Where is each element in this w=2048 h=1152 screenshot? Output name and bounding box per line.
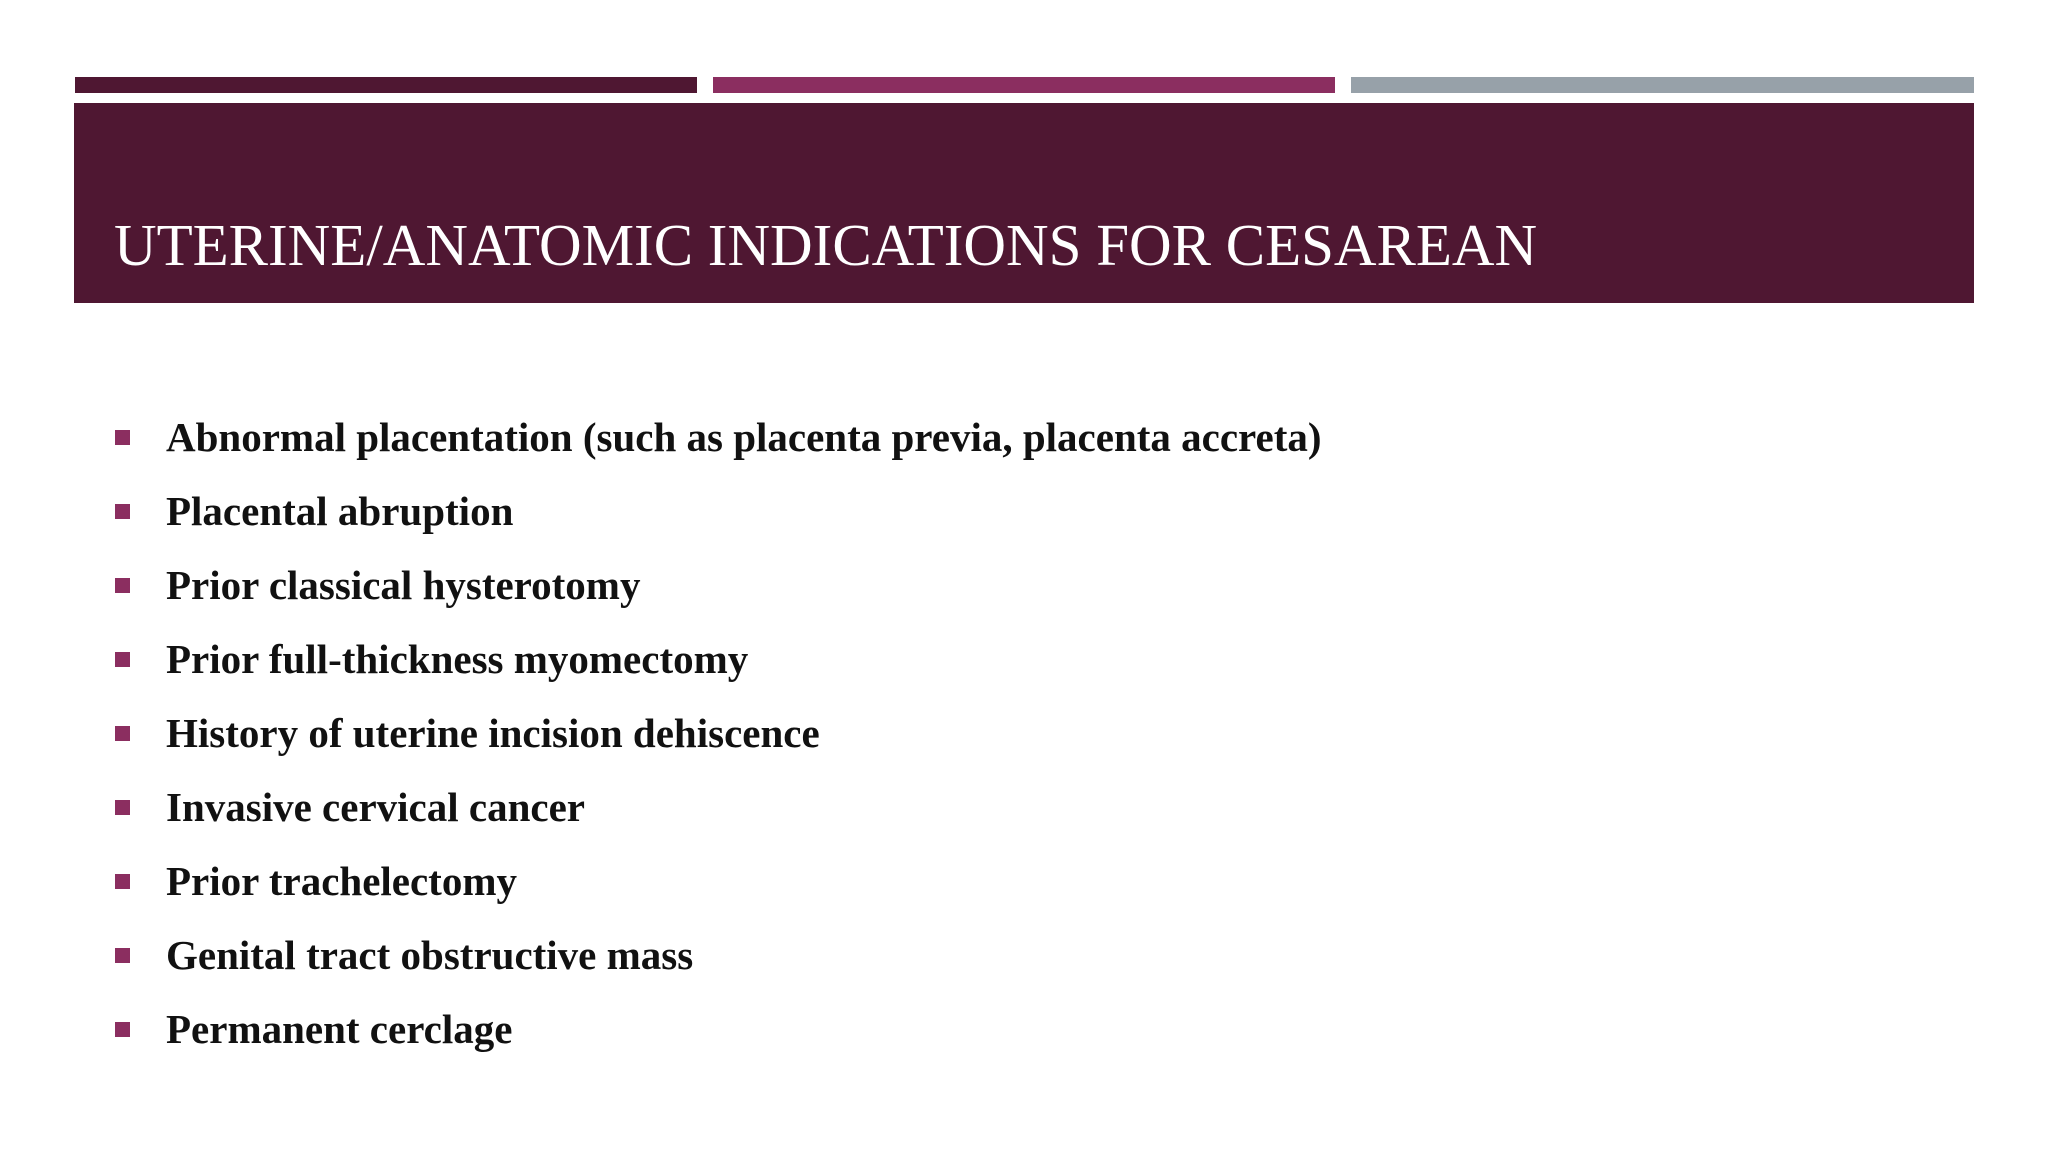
list-item <box>115 548 1322 622</box>
bullet-text: Placental abruption <box>166 488 514 534</box>
list-item <box>115 622 1322 696</box>
list-item <box>115 770 1322 844</box>
bullet-text: Prior full-thickness myomectomy <box>166 636 749 682</box>
list-item <box>115 992 1322 1066</box>
title-band <box>74 103 1974 303</box>
accent-bar-magenta <box>713 77 1335 93</box>
bullet-text: Genital tract obstructive mass <box>166 932 694 978</box>
square-bullet-icon <box>115 430 130 445</box>
square-bullet-icon <box>115 1022 130 1037</box>
bullet-list <box>115 400 1322 1066</box>
bullet-text: Invasive cervical cancer <box>166 784 585 830</box>
list-item <box>115 918 1322 992</box>
square-bullet-icon <box>115 800 130 815</box>
accent-bar-gray <box>1351 77 1974 93</box>
bullet-text: Prior classical hysterotomy <box>166 562 641 608</box>
bullet-text: History of uterine incision dehiscence <box>166 710 820 756</box>
list-item <box>115 400 1322 474</box>
bullet-text: Permanent cerclage <box>166 1006 513 1052</box>
square-bullet-icon <box>115 504 130 519</box>
list-item <box>115 844 1322 918</box>
square-bullet-icon <box>115 726 130 741</box>
square-bullet-icon <box>115 948 130 963</box>
accent-bar-dark <box>75 77 697 93</box>
square-bullet-icon <box>115 874 130 889</box>
slide-title: UTERINE/ANATOMIC INDICATIONS FOR CESAREAN <box>114 212 1538 278</box>
list-item <box>115 474 1322 548</box>
bullet-text: Prior trachelectomy <box>166 858 517 904</box>
square-bullet-icon <box>115 578 130 593</box>
bullet-text: Abnormal placentation (such as placenta previa, placenta accreta) <box>166 414 1322 460</box>
list-item <box>115 696 1322 770</box>
square-bullet-icon <box>115 652 130 667</box>
